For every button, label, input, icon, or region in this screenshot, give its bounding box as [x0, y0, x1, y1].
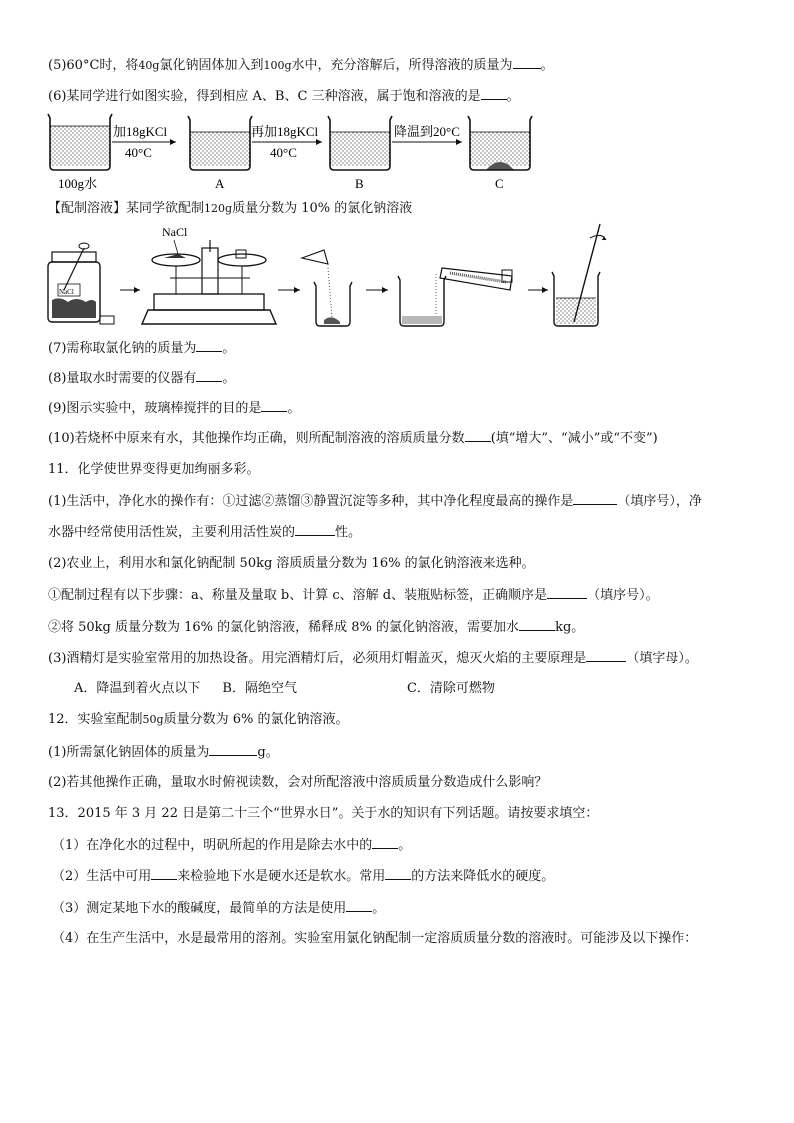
- label-100g-water: 100g水: [58, 176, 98, 191]
- arrow2-label-bottom: 40°C: [270, 145, 297, 160]
- option-b[interactable]: B．隔绝空气: [222, 681, 297, 696]
- arrow3-label-top: 降温到20°C: [394, 124, 460, 139]
- beaker-add-water: [398, 268, 512, 326]
- answer-blank[interactable]: [573, 492, 617, 505]
- answer-blank[interactable]: [519, 618, 555, 631]
- arrow1-label-top: 加18gKCl: [113, 124, 168, 139]
- answer-blank[interactable]: [295, 523, 335, 536]
- question-11-1b: 水器中经常使用活性炭，主要利用活性炭的 性。: [48, 525, 362, 540]
- beaker-stir: [552, 224, 606, 326]
- answer-blank[interactable]: [586, 649, 626, 662]
- question-7: (7)需称取氯化钠的质量为 。: [48, 341, 236, 356]
- kcl-beaker-diagram: [40, 108, 560, 194]
- beaker-add-solid: [302, 250, 352, 326]
- question-11-2: (2)农业上，利用水和氯化钠配制 50kg 溶质质量分数为 16% 的氯化钠溶液来选种。: [48, 556, 535, 571]
- prep-solution-heading: 【配制溶液】某同学欲配制120g质量分数为 10% 的氯化钠溶液: [48, 201, 413, 216]
- beaker-100g-water: [48, 114, 112, 170]
- question-5: (5)60°C时，将40g氯化钠固体加入到100g水中，充分溶解后，所得溶液的质量为 。: [48, 58, 554, 73]
- question-13-3: （3）测定某地下水的酸碱度，最简单的方法是使用 。: [52, 901, 386, 916]
- answer-blank[interactable]: [196, 369, 222, 382]
- answer-blank[interactable]: [385, 867, 411, 880]
- question-10: (10)若烧杯中原来有水，其他操作均正确，则所配制溶液的溶质质量分数 (填“增大”、“减小”或“不变”): [48, 431, 658, 446]
- question-8: (8)量取水时需要的仪器有 。: [48, 371, 236, 386]
- label-a: A: [215, 176, 225, 191]
- nacl-pointer: [174, 240, 178, 254]
- question-13-4: （4）在生产生活中，水是最常用的溶剂。实验室用氯化钠配制一定溶质质量分数的溶液时。可能涉及以下操作：: [52, 931, 698, 946]
- question-13-2: （2）生活中可用 来检验地下水是硬水还是软水。常用 的方法来降低水的硬度。: [52, 869, 555, 884]
- jar-stopper: [100, 316, 114, 324]
- answer-blank[interactable]: [481, 87, 507, 100]
- beaker-b: [328, 116, 392, 170]
- beaker-c: [468, 116, 532, 170]
- nacl-label: NaCl: [162, 225, 188, 239]
- arrow-step-3: [366, 287, 388, 293]
- option-c[interactable]: C．清除可燃物: [406, 681, 495, 696]
- arrow2-label-top: 再加18gKCl: [251, 124, 319, 139]
- beaker-a: [188, 116, 252, 170]
- question-11-2b: ②将 50kg 质量分数为 16% 的氯化钠溶液，稀释成 8% 的氯化钠溶液，需要加水 kg。: [48, 620, 585, 635]
- label-c: C: [495, 176, 504, 191]
- question-6: (6)某同学进行如图实验，得到相应 A、B、C 三种溶液，属于饱和溶液的是 。: [48, 89, 520, 104]
- answer-blank[interactable]: [346, 899, 372, 912]
- arrow-cool-down: [392, 139, 462, 145]
- answer-blank[interactable]: [465, 429, 491, 442]
- answer-blank[interactable]: [261, 399, 287, 412]
- arrow1-label-bottom: 40°C: [125, 145, 152, 160]
- question-11-options: [74, 680, 495, 698]
- balance-scale: [142, 240, 276, 324]
- question-11-title: 11．化学使世界变得更加绚丽多彩。: [48, 462, 260, 477]
- arrow-step-2: [278, 287, 300, 293]
- question-13-1: （1）在净化水的过程中，明矾所起的作用是除去水中的 。: [52, 838, 412, 853]
- answer-blank[interactable]: [209, 743, 257, 756]
- solution-prep-diagram: [40, 218, 620, 334]
- answer-blank[interactable]: [513, 56, 541, 69]
- answer-blank[interactable]: [547, 586, 587, 599]
- question-11-2a: ①配制过程有以下步骤：a、称量及量取 b、计算 c、溶解 d、装瓶贴标签，正确顺序是 （填序号）。: [48, 588, 659, 603]
- jar-label: NaCl: [59, 288, 74, 296]
- arrow-step-4: [528, 287, 548, 293]
- answer-blank[interactable]: [372, 836, 398, 849]
- answer-blank[interactable]: [196, 339, 222, 352]
- question-11-1a: (1)生活中，净化水的操作有：①过滤②蒸馏③静置沉淀等多种，其中净化程度最高的操作是 （填序号），净: [48, 494, 702, 509]
- question-12-2: (2)若其他操作正确，量取水时俯视读数，会对所配溶液中溶质质量分数造成什么影响？: [48, 775, 548, 790]
- label-b: B: [355, 176, 364, 191]
- option-a[interactable]: A．降温到着火点以下: [74, 681, 201, 696]
- question-11-3: (3)酒精灯是实验室常用的加热设备。用完酒精灯后，必须用灯帽盖灭，熄灭火焰的主要原理是 （填字母）。: [48, 651, 698, 666]
- reagent-jar: [48, 243, 100, 322]
- question-12-1: (1)所需氯化钠固体的质量为 g。: [48, 745, 279, 760]
- question-13-title: 13．2015 年 3 月 22 日是第二十三个“世界水日”。关于水的知识有下列话题。请按要求填空：: [48, 806, 599, 821]
- question-9: (9)图示实验中，玻璃棒搅拌的目的是 。: [48, 401, 301, 416]
- question-12-title: 12．实验室配制50g质量分数为 6% 的氯化钠溶液。: [48, 712, 349, 727]
- answer-blank[interactable]: [151, 867, 177, 880]
- arrow-step-1: [120, 287, 140, 293]
